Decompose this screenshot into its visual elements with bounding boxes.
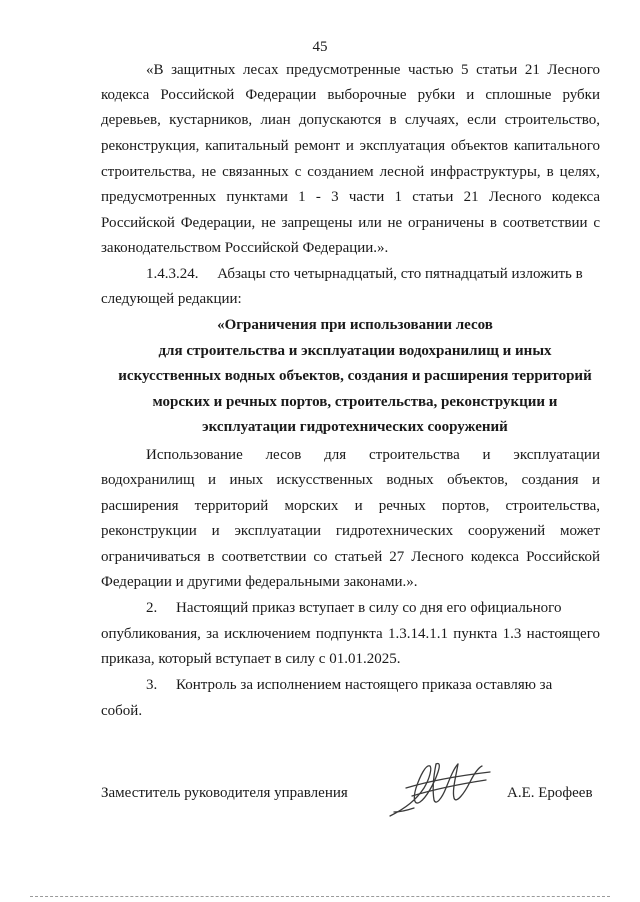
text-line: ограничиваться в соответствии со статьей 27 Лесного кодекса Российской	[101, 549, 600, 565]
section-heading-line: эксплуатации гидротехнических сооружений	[202, 419, 508, 435]
text-line: кодекса Российской Федерации выборочные рубки и сплошные рубки	[101, 87, 600, 103]
handwritten-signature	[386, 758, 496, 820]
text-line: строительства, не связанных с созданием лесной инфраструктуры, в целях,	[101, 164, 600, 180]
text-line: собой.	[101, 703, 143, 719]
text-line: законодательством Российской Федерации.».	[101, 240, 389, 256]
text-line: реконструкция, капитальный ремонт и эксплуатация объектов капитального	[101, 138, 600, 154]
text-line: 2. Настоящий приказ вступает в силу со дня его официального	[146, 600, 562, 616]
scan-edge-rule	[30, 896, 610, 897]
signatory-name: А.Е. Ерофеев	[507, 785, 593, 801]
text-line: расширения территорий морских и речных портов, строительства,	[101, 498, 600, 514]
section-heading-line: искусственных водных объектов, создания и расширения территорий	[118, 368, 592, 384]
text-line: деревьев, кустарников, лиан допускаются в случаях, если строительство,	[101, 112, 600, 128]
text-line: «В защитных лесах предусмотренные частью 5 статьи 21 Лесного	[146, 62, 600, 78]
page-number: 45	[312, 39, 328, 55]
text-line: водохранилищ и иных искусственных водных объектов, создания и	[101, 472, 600, 488]
text-line: приказа, который вступает в силу с 01.01.2025.	[101, 651, 401, 667]
text-line: следующей редакции:	[101, 291, 242, 307]
section-heading-line: «Ограничения при использовании лесов	[217, 317, 493, 333]
section-heading-line: морских и речных портов, строительства, реконструкции и	[152, 394, 558, 410]
section-heading-line: для строительства и эксплуатации водохранилищ и иных	[158, 343, 552, 359]
text-line: 1.4.3.24. Абзацы сто четырнадцатый, сто пятнадцатый изложить в	[146, 266, 583, 282]
signatory-role: Заместитель руководителя управления	[101, 785, 348, 801]
text-line: предусмотренных пунктами 1 - 3 части 1 статьи 21 Лесного кодекса	[101, 189, 600, 205]
text-line: реконструкции и эксплуатации гидротехнических сооружений может	[101, 523, 600, 539]
text-line: опубликования, за исключением подпункта 1.3.14.1.1 пункта 1.3 настоящего	[101, 626, 600, 642]
text-line: Федерации и другими федеральными законами.».	[101, 574, 418, 590]
text-line: Российской Федерации, не запрещены или не ограничены в соответствии с	[101, 215, 600, 231]
text-line: Использование лесов для строительства и эксплуатации	[146, 447, 600, 463]
text-line: 3. Контроль за исполнением настоящего приказа оставляю за	[146, 677, 553, 693]
